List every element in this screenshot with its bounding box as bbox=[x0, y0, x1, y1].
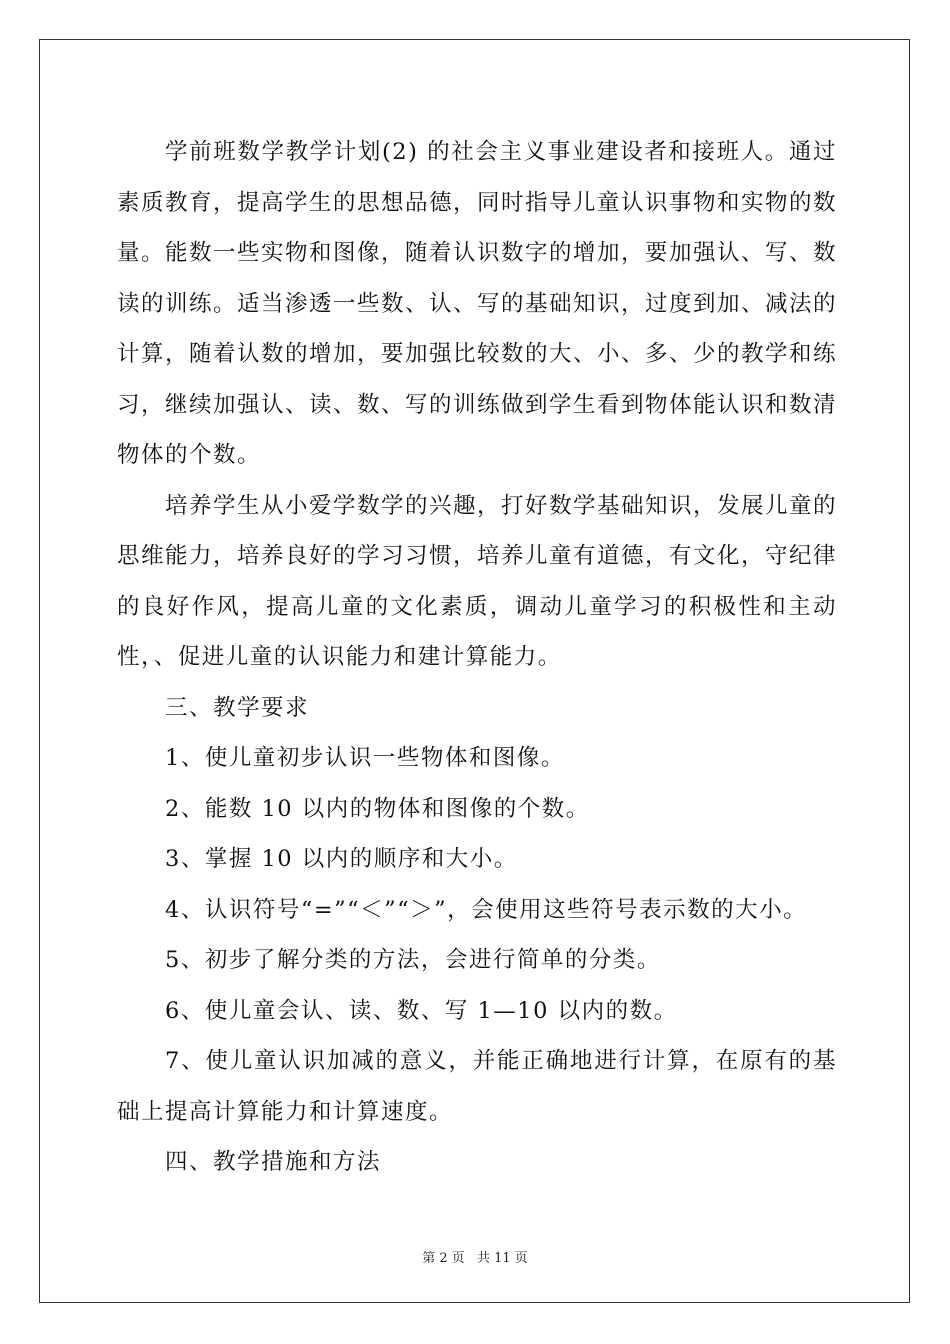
list-item: 1、使儿童初步认识一些物体和图像。 bbox=[165, 745, 565, 771]
list-item: 3、掌握 10 以内的顺序和大小。 bbox=[165, 846, 518, 872]
paragraph: 学前班数学教学计划(2) 的社会主义事业建设者和接班人。通过素质教育，提高学生的思想品德，同时指导儿童认识事物和实物的数量。能数一些实物和图像，随着认识数字的增加，要加强认、写、数读的训练。适当渗透一些数、认、写的基础知识，过度到加、减法的计算，随着认数的增加，要加强比较数的大、小、多、少的教学和练习，继续加强认、读、数、写的训练做到学生看到物体能认识和数清物体的个数。 bbox=[117, 139, 838, 468]
list-item: 7、使儿童认识加减的意义，并能正确地进行计算，在原有的基础上提高计算能力和计算速度。 bbox=[117, 1048, 837, 1125]
list-item: 4、认识符号“=”“＜”“＞”，会使用这些符号表示数的大小。 bbox=[165, 896, 808, 923]
section-heading: 三、教学要求 bbox=[165, 694, 310, 721]
list-item: 6、使儿童会认、读、数、写 1—10 以内的数。 bbox=[165, 997, 678, 1024]
document-body bbox=[117, 127, 837, 1188]
page-total: 共 11 页 bbox=[476, 1251, 528, 1266]
paragraph: 培养学生从小爱学数学的兴趣，打好数学基础知识，发展儿童的思维能力，培养良好的学习习惯，培养儿童有道德，有文化，守纪律的良好作风，提高儿童的文化素质，调动儿童学习的积极性和主动性，、促进儿童的认识能力和建计算能力。 bbox=[117, 492, 838, 670]
list-item: 5、初步了解分类的方法，会进行简单的分类。 bbox=[165, 947, 661, 973]
page-number: 第 2 页 bbox=[422, 1251, 465, 1266]
section-heading: 四、教学措施和方法 bbox=[165, 1149, 382, 1175]
page-footer bbox=[0, 1247, 950, 1266]
list-item: 2、能数 10 以内的物体和图像的个数。 bbox=[165, 795, 590, 822]
